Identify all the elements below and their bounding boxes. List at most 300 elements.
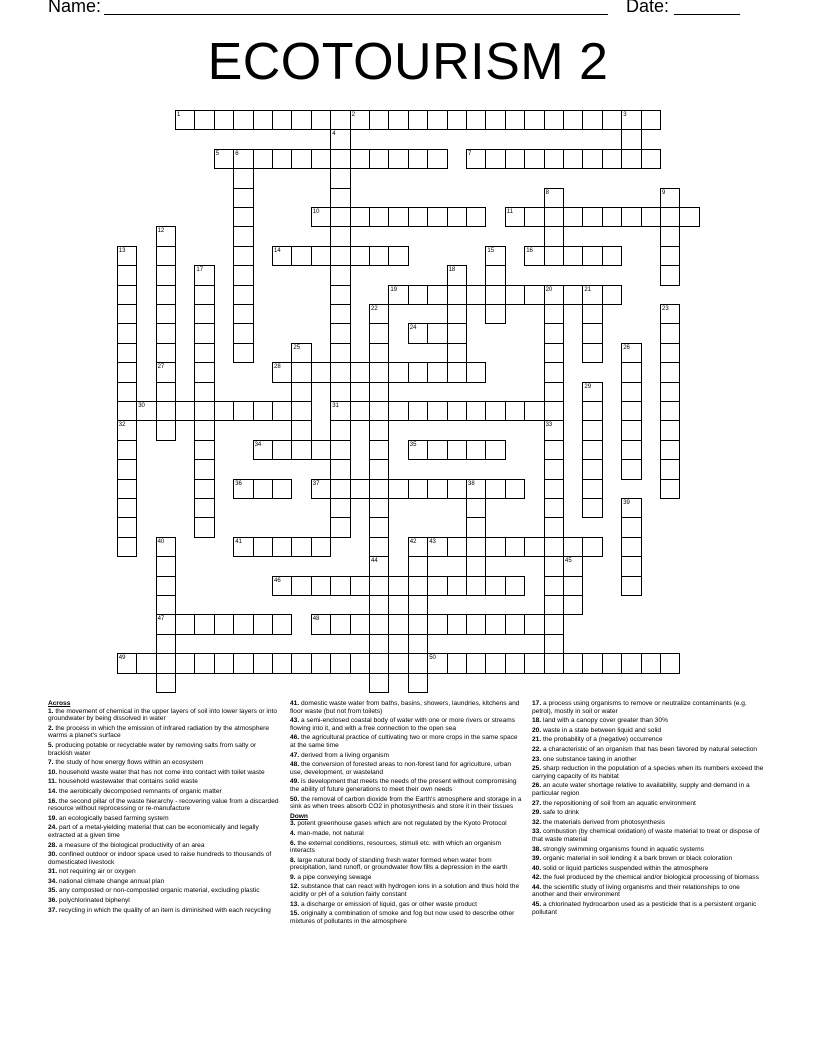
grid-cell[interactable]: [582, 343, 602, 363]
grid-cell[interactable]: [330, 265, 350, 285]
grid-cell[interactable]: [233, 188, 253, 208]
grid-cell[interactable]: [233, 653, 253, 673]
grid-cell[interactable]: [447, 537, 467, 557]
grid-cell[interactable]: [660, 226, 680, 246]
grid-cell[interactable]: [602, 207, 622, 227]
grid-cell[interactable]: [505, 479, 525, 499]
grid-cell[interactable]: [582, 110, 602, 130]
grid-cell[interactable]: [544, 556, 564, 576]
grid-cell[interactable]: [621, 207, 641, 227]
grid-cell[interactable]: [350, 614, 370, 634]
grid-cell[interactable]: [291, 576, 311, 596]
grid-cell[interactable]: [544, 362, 564, 382]
grid-cell[interactable]: [311, 576, 331, 596]
grid-cell[interactable]: [330, 576, 350, 596]
grid-cell[interactable]: [621, 653, 641, 673]
grid-cell[interactable]: [253, 653, 273, 673]
grid-cell[interactable]: [466, 207, 486, 227]
grid-cell[interactable]: [505, 149, 525, 169]
grid-cell[interactable]: [447, 207, 467, 227]
grid-cell[interactable]: [369, 420, 389, 440]
grid-cell[interactable]: [194, 285, 214, 305]
grid-cell[interactable]: [602, 653, 622, 673]
grid-cell[interactable]: [330, 168, 350, 188]
grid-cell[interactable]: [544, 110, 564, 130]
grid-cell[interactable]: [350, 401, 370, 421]
grid-cell[interactable]: [253, 110, 273, 130]
grid-cell[interactable]: [311, 149, 331, 169]
grid-cell[interactable]: [563, 207, 583, 227]
grid-cell[interactable]: [447, 576, 467, 596]
grid-cell[interactable]: [582, 401, 602, 421]
grid-cell[interactable]: [427, 440, 447, 460]
grid-cell[interactable]: [194, 362, 214, 382]
grid-cell[interactable]: [408, 556, 428, 576]
grid-cell[interactable]: [311, 440, 331, 460]
grid-cell[interactable]: [621, 129, 641, 149]
grid-cell[interactable]: [330, 653, 350, 673]
grid-cell[interactable]: [621, 556, 641, 576]
grid-cell[interactable]: [621, 517, 641, 537]
grid-cell[interactable]: [330, 343, 350, 363]
grid-cell[interactable]: [194, 498, 214, 518]
grid-cell[interactable]: [466, 285, 486, 305]
grid-cell[interactable]: [466, 498, 486, 518]
grid-cell[interactable]: [233, 401, 253, 421]
grid-cell[interactable]: [524, 537, 544, 557]
grid-cell[interactable]: [563, 595, 583, 615]
grid-cell[interactable]: [466, 517, 486, 537]
grid-cell[interactable]: [505, 537, 525, 557]
grid-cell[interactable]: [369, 323, 389, 343]
grid-cell[interactable]: [485, 110, 505, 130]
grid-cell[interactable]: [233, 265, 253, 285]
grid-cell[interactable]: [291, 537, 311, 557]
grid-cell[interactable]: [544, 246, 564, 266]
grid-cell[interactable]: [485, 614, 505, 634]
grid-cell[interactable]: [408, 673, 428, 693]
grid-cell[interactable]: [253, 614, 273, 634]
grid-cell[interactable]: [117, 537, 137, 557]
grid-cell[interactable]: [117, 401, 137, 421]
grid-cell[interactable]: [388, 401, 408, 421]
grid-cell[interactable]: [233, 343, 253, 363]
grid-cell[interactable]: [291, 382, 311, 402]
grid-cell[interactable]: [272, 110, 292, 130]
grid-cell[interactable]: [408, 207, 428, 227]
grid-cell[interactable]: [272, 401, 292, 421]
grid-cell[interactable]: [660, 207, 680, 227]
grid-cell[interactable]: [447, 440, 467, 460]
grid-cell[interactable]: [427, 401, 447, 421]
grid-cell[interactable]: [485, 265, 505, 285]
grid-cell[interactable]: [544, 517, 564, 537]
grid-cell[interactable]: [330, 110, 350, 130]
grid-cell[interactable]: [485, 479, 505, 499]
grid-cell[interactable]: [544, 614, 564, 634]
grid-cell[interactable]: [136, 653, 156, 673]
grid-cell[interactable]: [408, 653, 428, 673]
grid-cell[interactable]: [291, 420, 311, 440]
grid-cell[interactable]: [369, 595, 389, 615]
grid-cell[interactable]: [388, 362, 408, 382]
grid-cell[interactable]: [350, 207, 370, 227]
grid-cell[interactable]: [350, 246, 370, 266]
grid-cell[interactable]: [641, 110, 661, 130]
grid-cell[interactable]: [427, 149, 447, 169]
grid-cell[interactable]: [117, 323, 137, 343]
grid-cell[interactable]: [660, 440, 680, 460]
grid-cell[interactable]: [621, 149, 641, 169]
grid-cell[interactable]: [117, 498, 137, 518]
grid-cell[interactable]: [194, 479, 214, 499]
grid-cell[interactable]: [582, 207, 602, 227]
grid-cell[interactable]: [194, 110, 214, 130]
grid-cell[interactable]: [117, 440, 137, 460]
grid-cell[interactable]: [621, 576, 641, 596]
grid-cell[interactable]: [660, 323, 680, 343]
grid-cell[interactable]: [505, 653, 525, 673]
grid-cell[interactable]: [621, 537, 641, 557]
grid-cell[interactable]: [311, 653, 331, 673]
grid-cell[interactable]: [582, 323, 602, 343]
grid-cell[interactable]: [156, 673, 176, 693]
grid-cell[interactable]: [272, 479, 292, 499]
grid-cell[interactable]: [524, 149, 544, 169]
grid-cell[interactable]: [272, 614, 292, 634]
grid-cell[interactable]: [544, 576, 564, 596]
grid-cell[interactable]: [544, 207, 564, 227]
grid-cell[interactable]: [253, 479, 273, 499]
grid-cell[interactable]: [117, 362, 137, 382]
grid-cell[interactable]: [291, 362, 311, 382]
grid-cell[interactable]: [350, 149, 370, 169]
grid-cell[interactable]: [447, 362, 467, 382]
grid-cell[interactable]: [660, 420, 680, 440]
grid-cell[interactable]: [388, 479, 408, 499]
grid-cell[interactable]: [350, 479, 370, 499]
grid-cell[interactable]: [369, 479, 389, 499]
grid-cell[interactable]: [369, 149, 389, 169]
grid-cell[interactable]: [505, 614, 525, 634]
grid-cell[interactable]: [621, 382, 641, 402]
grid-cell[interactable]: [427, 323, 447, 343]
grid-cell[interactable]: [233, 168, 253, 188]
grid-cell[interactable]: [563, 285, 583, 305]
grid-cell[interactable]: [194, 304, 214, 324]
grid-cell[interactable]: [388, 653, 408, 673]
grid-cell[interactable]: [117, 382, 137, 402]
grid-cell[interactable]: [291, 149, 311, 169]
grid-cell[interactable]: [563, 537, 583, 557]
grid-cell[interactable]: [156, 576, 176, 596]
grid-cell[interactable]: [466, 556, 486, 576]
grid-cell[interactable]: [466, 614, 486, 634]
grid-cell[interactable]: [544, 498, 564, 518]
grid-cell[interactable]: [156, 420, 176, 440]
grid-cell[interactable]: [563, 110, 583, 130]
grid-cell[interactable]: [582, 537, 602, 557]
grid-cell[interactable]: [330, 517, 350, 537]
grid-cell[interactable]: [660, 246, 680, 266]
grid-cell[interactable]: [253, 537, 273, 557]
grid-cell[interactable]: [466, 362, 486, 382]
grid-cell[interactable]: [175, 653, 195, 673]
grid-cell[interactable]: [369, 498, 389, 518]
grid-cell[interactable]: [330, 440, 350, 460]
grid-cell[interactable]: [485, 537, 505, 557]
grid-cell[interactable]: [194, 401, 214, 421]
grid-cell[interactable]: [369, 440, 389, 460]
grid-cell[interactable]: [291, 653, 311, 673]
grid-cell[interactable]: [582, 149, 602, 169]
grid-cell[interactable]: [330, 479, 350, 499]
grid-cell[interactable]: [485, 653, 505, 673]
grid-cell[interactable]: [427, 207, 447, 227]
grid-cell[interactable]: [117, 479, 137, 499]
grid-cell[interactable]: [330, 362, 350, 382]
grid-cell[interactable]: [466, 440, 486, 460]
grid-cell[interactable]: [369, 517, 389, 537]
grid-cell[interactable]: [156, 634, 176, 654]
grid-cell[interactable]: [350, 362, 370, 382]
grid-cell[interactable]: [272, 537, 292, 557]
grid-cell[interactable]: [408, 595, 428, 615]
grid-cell[interactable]: [602, 285, 622, 305]
grid-cell[interactable]: [330, 382, 350, 402]
grid-cell[interactable]: [253, 401, 273, 421]
grid-cell[interactable]: [233, 207, 253, 227]
grid-cell[interactable]: [408, 362, 428, 382]
grid-cell[interactable]: [485, 401, 505, 421]
grid-cell[interactable]: [291, 110, 311, 130]
grid-cell[interactable]: [505, 401, 525, 421]
grid-cell[interactable]: [544, 343, 564, 363]
grid-cell[interactable]: [194, 653, 214, 673]
grid-cell[interactable]: [156, 246, 176, 266]
grid-cell[interactable]: [427, 479, 447, 499]
grid-cell[interactable]: [156, 304, 176, 324]
grid-cell[interactable]: [330, 188, 350, 208]
grid-cell[interactable]: [330, 323, 350, 343]
grid-cell[interactable]: [272, 149, 292, 169]
grid-cell[interactable]: [291, 401, 311, 421]
grid-cell[interactable]: [544, 459, 564, 479]
grid-cell[interactable]: [505, 285, 525, 305]
grid-cell[interactable]: [485, 576, 505, 596]
grid-cell[interactable]: [582, 653, 602, 673]
grid-cell[interactable]: [233, 246, 253, 266]
grid-cell[interactable]: [582, 459, 602, 479]
grid-cell[interactable]: [408, 110, 428, 130]
grid-cell[interactable]: [330, 149, 350, 169]
grid-cell[interactable]: [156, 401, 176, 421]
grid-cell[interactable]: [660, 343, 680, 363]
grid-cell[interactable]: [330, 498, 350, 518]
grid-cell[interactable]: [582, 440, 602, 460]
grid-cell[interactable]: [544, 226, 564, 246]
grid-cell[interactable]: [660, 459, 680, 479]
grid-cell[interactable]: [544, 479, 564, 499]
grid-cell[interactable]: [563, 576, 583, 596]
grid-cell[interactable]: [369, 614, 389, 634]
grid-cell[interactable]: [194, 614, 214, 634]
grid-cell[interactable]: [602, 110, 622, 130]
grid-cell[interactable]: [466, 401, 486, 421]
grid-cell[interactable]: [388, 576, 408, 596]
grid-cell[interactable]: [388, 246, 408, 266]
grid-cell[interactable]: [582, 498, 602, 518]
grid-cell[interactable]: [544, 401, 564, 421]
grid-cell[interactable]: [330, 304, 350, 324]
grid-cell[interactable]: [641, 149, 661, 169]
grid-cell[interactable]: [602, 246, 622, 266]
grid-cell[interactable]: [214, 401, 234, 421]
grid-cell[interactable]: [369, 343, 389, 363]
grid-cell[interactable]: [272, 440, 292, 460]
grid-cell[interactable]: [447, 653, 467, 673]
grid-cell[interactable]: [194, 382, 214, 402]
grid-cell[interactable]: [466, 537, 486, 557]
grid-cell[interactable]: [524, 285, 544, 305]
grid-cell[interactable]: [291, 246, 311, 266]
grid-cell[interactable]: [330, 459, 350, 479]
grid-cell[interactable]: [330, 207, 350, 227]
grid-cell[interactable]: [427, 110, 447, 130]
grid-cell[interactable]: [544, 323, 564, 343]
grid-cell[interactable]: [350, 653, 370, 673]
grid-cell[interactable]: [194, 440, 214, 460]
grid-cell[interactable]: [388, 149, 408, 169]
grid-cell[interactable]: [330, 614, 350, 634]
grid-cell[interactable]: [621, 440, 641, 460]
grid-cell[interactable]: [156, 343, 176, 363]
grid-cell[interactable]: [544, 304, 564, 324]
grid-cell[interactable]: [117, 265, 137, 285]
grid-cell[interactable]: [117, 517, 137, 537]
grid-cell[interactable]: [233, 110, 253, 130]
grid-cell[interactable]: [660, 479, 680, 499]
grid-cell[interactable]: [582, 479, 602, 499]
grid-cell[interactable]: [447, 304, 467, 324]
grid-cell[interactable]: [660, 265, 680, 285]
grid-cell[interactable]: [369, 634, 389, 654]
grid-cell[interactable]: [524, 401, 544, 421]
grid-cell[interactable]: [447, 614, 467, 634]
grid-cell[interactable]: [447, 343, 467, 363]
grid-cell[interactable]: [447, 479, 467, 499]
grid-cell[interactable]: [156, 653, 176, 673]
grid-cell[interactable]: [408, 614, 428, 634]
grid-cell[interactable]: [466, 653, 486, 673]
grid-cell[interactable]: [427, 614, 447, 634]
grid-cell[interactable]: [369, 110, 389, 130]
grid-cell[interactable]: [156, 265, 176, 285]
grid-cell[interactable]: [582, 420, 602, 440]
grid-cell[interactable]: [388, 207, 408, 227]
grid-cell[interactable]: [369, 401, 389, 421]
grid-cell[interactable]: [544, 634, 564, 654]
grid-cell[interactable]: [233, 226, 253, 246]
grid-cell[interactable]: [311, 246, 331, 266]
grid-cell[interactable]: [214, 653, 234, 673]
grid-cell[interactable]: [485, 440, 505, 460]
grid-cell[interactable]: [621, 362, 641, 382]
grid-cell[interactable]: [544, 149, 564, 169]
grid-cell[interactable]: [582, 304, 602, 324]
grid-cell[interactable]: [408, 401, 428, 421]
grid-cell[interactable]: [233, 323, 253, 343]
grid-cell[interactable]: [524, 614, 544, 634]
grid-cell[interactable]: [117, 343, 137, 363]
grid-cell[interactable]: [369, 246, 389, 266]
grid-cell[interactable]: [156, 556, 176, 576]
grid-cell[interactable]: [427, 285, 447, 305]
grid-cell[interactable]: [369, 673, 389, 693]
grid-cell[interactable]: [544, 653, 564, 673]
grid-cell[interactable]: [388, 614, 408, 634]
grid-cell[interactable]: [447, 401, 467, 421]
grid-cell[interactable]: [369, 459, 389, 479]
grid-cell[interactable]: [330, 420, 350, 440]
grid-cell[interactable]: [233, 304, 253, 324]
grid-cell[interactable]: [524, 207, 544, 227]
grid-cell[interactable]: [117, 285, 137, 305]
grid-cell[interactable]: [156, 382, 176, 402]
grid-cell[interactable]: [156, 285, 176, 305]
grid-cell[interactable]: [156, 595, 176, 615]
grid-cell[interactable]: [447, 285, 467, 305]
grid-cell[interactable]: [621, 420, 641, 440]
grid-cell[interactable]: [485, 285, 505, 305]
grid-cell[interactable]: [369, 576, 389, 596]
grid-cell[interactable]: [194, 459, 214, 479]
grid-cell[interactable]: [621, 459, 641, 479]
grid-cell[interactable]: [602, 149, 622, 169]
grid-cell[interactable]: [272, 653, 292, 673]
grid-cell[interactable]: [660, 653, 680, 673]
grid-cell[interactable]: [544, 595, 564, 615]
grid-cell[interactable]: [233, 614, 253, 634]
grid-cell[interactable]: [233, 285, 253, 305]
grid-cell[interactable]: [408, 634, 428, 654]
grid-cell[interactable]: [582, 246, 602, 266]
grid-cell[interactable]: [117, 459, 137, 479]
grid-cell[interactable]: [253, 149, 273, 169]
grid-cell[interactable]: [311, 110, 331, 130]
grid-cell[interactable]: [194, 343, 214, 363]
grid-cell[interactable]: [330, 226, 350, 246]
grid-cell[interactable]: [641, 207, 661, 227]
grid-cell[interactable]: [563, 653, 583, 673]
grid-cell[interactable]: [544, 537, 564, 557]
grid-cell[interactable]: [311, 537, 331, 557]
grid-cell[interactable]: [214, 110, 234, 130]
grid-cell[interactable]: [408, 285, 428, 305]
grid-cell[interactable]: [117, 304, 137, 324]
grid-cell[interactable]: [621, 401, 641, 421]
grid-cell[interactable]: [660, 362, 680, 382]
grid-cell[interactable]: [485, 149, 505, 169]
grid-cell[interactable]: [505, 576, 525, 596]
grid-cell[interactable]: [544, 440, 564, 460]
grid-cell[interactable]: [330, 285, 350, 305]
grid-cell[interactable]: [660, 382, 680, 402]
grid-cell[interactable]: [156, 323, 176, 343]
grid-cell[interactable]: [369, 382, 389, 402]
grid-cell[interactable]: [427, 576, 447, 596]
grid-cell[interactable]: [175, 614, 195, 634]
